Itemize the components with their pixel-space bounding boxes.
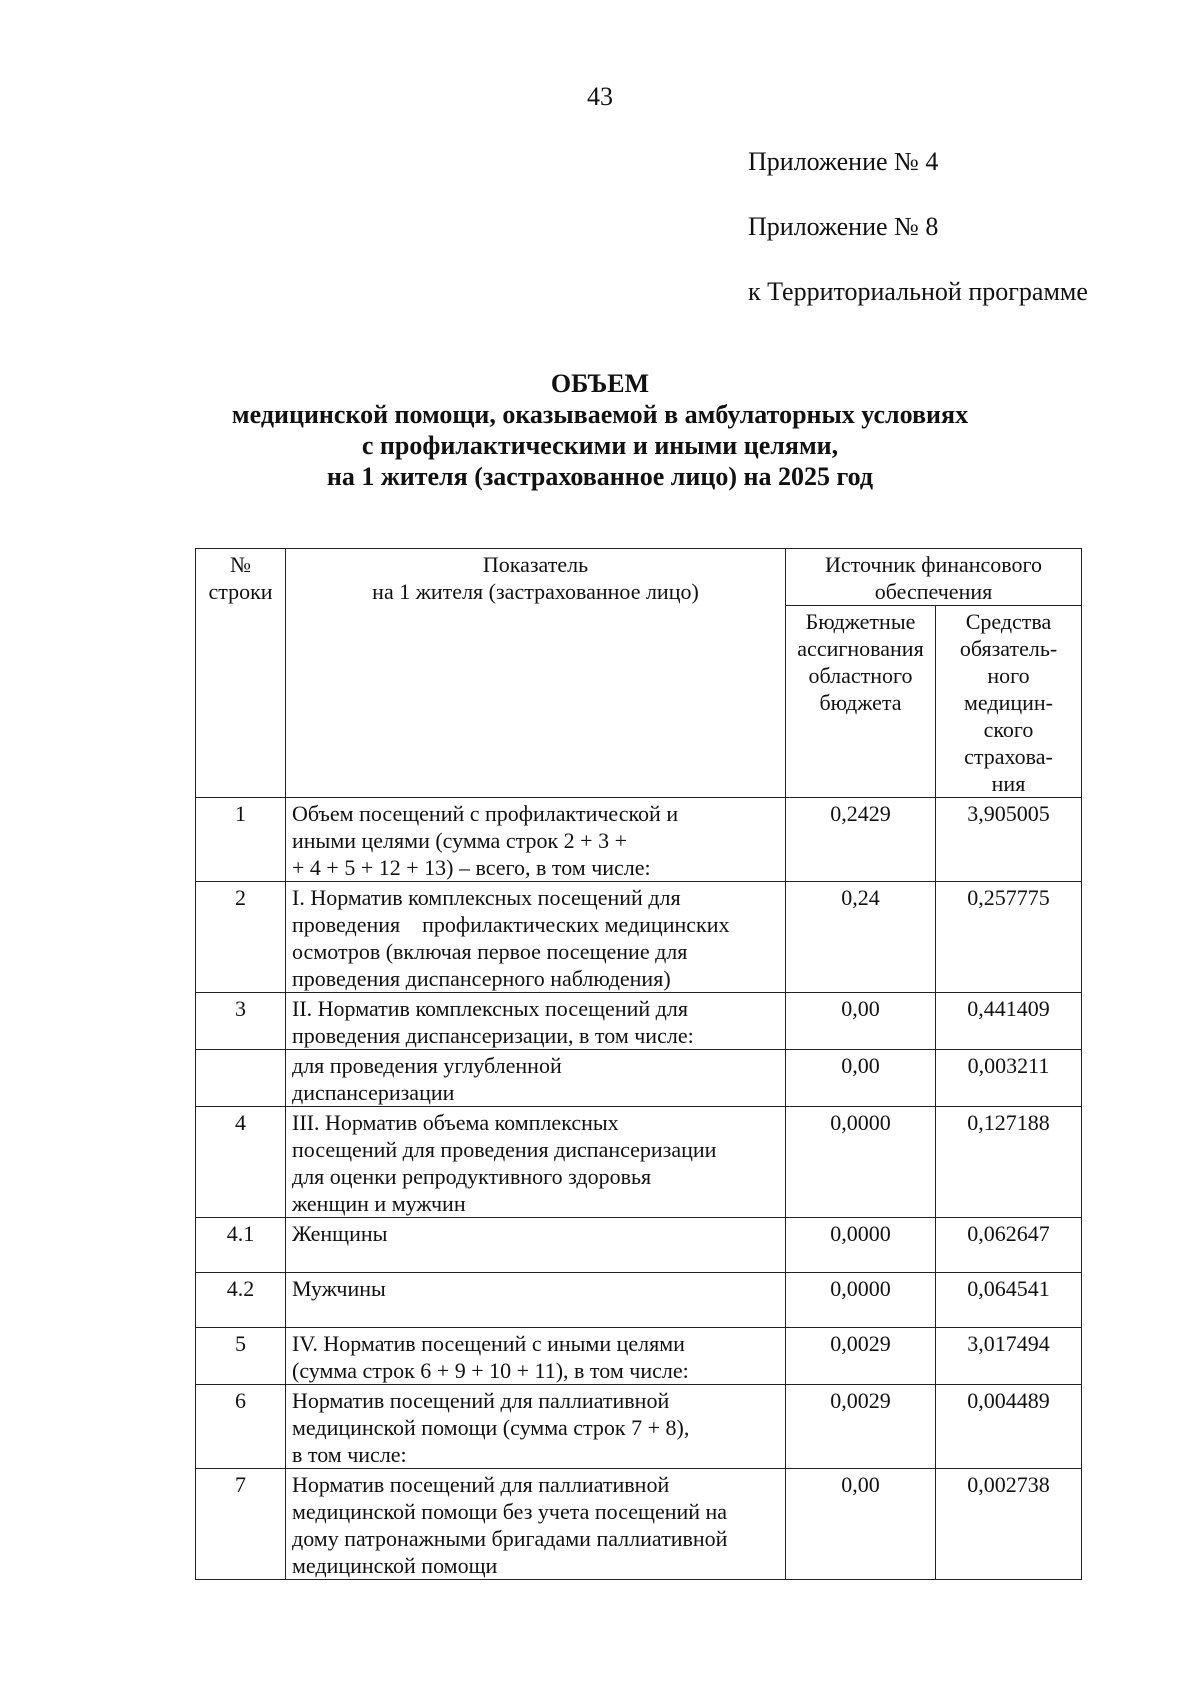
row-oms-value: 0,257775	[936, 882, 1082, 993]
row-number: 3	[196, 993, 286, 1050]
table-row	[196, 798, 1082, 882]
indicator-line: II. Норматив комплексных посещений для	[292, 996, 688, 1021]
row-indicator	[286, 798, 786, 882]
row-budget-value: 0,00	[786, 993, 936, 1050]
indicator-line: Мужчины	[292, 1276, 386, 1301]
header-budget-line: областного	[808, 663, 913, 688]
indicator-line: I. Норматив комплексных посещений для	[292, 885, 681, 910]
row-oms-value: 0,064541	[936, 1273, 1082, 1328]
row-budget-value: 0,0000	[786, 1218, 936, 1273]
header-oms-line: Средства	[965, 609, 1052, 634]
header-funding-source	[786, 549, 1082, 606]
indicator-line: женщин и мужчин	[292, 1191, 466, 1216]
header-oms-line: обязатель-	[959, 636, 1058, 661]
header-source-line-2: обеспечения	[874, 579, 993, 604]
attachment-line-3: к Территориальной программе	[748, 277, 1088, 306]
row-budget-value: 0,0000	[786, 1273, 936, 1328]
indicator-line: медицинской помощи без учета посещений на	[292, 1499, 728, 1524]
volume-table	[195, 548, 1082, 1580]
row-number: 4.1	[196, 1218, 286, 1273]
row-indicator	[286, 993, 786, 1050]
indicator-line: (сумма строк 6 + 9 + 10 + 11), в том числе:	[292, 1358, 689, 1383]
row-number: 4	[196, 1107, 286, 1218]
table-row	[196, 882, 1082, 993]
indicator-line: Женщины	[292, 1221, 388, 1246]
indicator-line: IV. Норматив посещений с иными целями	[292, 1331, 685, 1356]
indicator-line: Норматив посещений для паллиативной	[292, 1472, 670, 1497]
header-indicator-line-2: на 1 жителя (застрахованное лицо)	[372, 579, 699, 604]
header-oms-line: ния	[991, 771, 1026, 796]
header-oms-line: ского	[983, 717, 1034, 742]
header-budget-line: ассигнования	[797, 636, 924, 661]
indicator-line: медицинской помощи	[292, 1553, 498, 1578]
row-oms-value: 0,441409	[936, 993, 1082, 1050]
title-line-2: медицинской помощи, оказываемой в амбулаторных условиях	[231, 400, 969, 429]
attachment-line-1: Приложение № 4	[748, 147, 939, 176]
row-number: 5	[196, 1328, 286, 1385]
indicator-line: в том числе:	[292, 1442, 407, 1467]
attachment-line-2: Приложение № 8	[748, 212, 939, 241]
row-number: 7	[196, 1469, 286, 1580]
indicator-line: проведения профилактических медицинских	[292, 912, 730, 937]
indicator-line: медицинской помощи (сумма строк 7 + 8),	[292, 1415, 690, 1440]
table-row	[196, 1218, 1082, 1273]
row-number: 6	[196, 1385, 286, 1469]
row-budget-value: 0,00	[786, 1469, 936, 1580]
row-oms-value: 0,002738	[936, 1469, 1082, 1580]
row-indicator	[286, 882, 786, 993]
title-line-3: с профилактическими и иными целями,	[361, 431, 839, 460]
indicator-line: III. Норматив объема комплексных	[292, 1110, 619, 1135]
indicator-line: для оценки репродуктивного здоровья	[292, 1164, 652, 1189]
row-oms-value: 3,905005	[936, 798, 1082, 882]
row-oms-value: 0,003211	[936, 1050, 1082, 1107]
header-num-line-2: строки	[208, 579, 273, 604]
row-oms-value: 0,127188	[936, 1107, 1082, 1218]
header-source-line-1: Источник финансового	[824, 552, 1043, 577]
page-number: 43	[587, 82, 613, 111]
row-number: 1	[196, 798, 286, 882]
row-indicator	[286, 1050, 786, 1107]
indicator-line: + 4 + 5 + 12 + 13) – всего, в том числе:	[292, 855, 651, 880]
table-row	[196, 993, 1082, 1050]
row-indicator	[286, 1218, 786, 1273]
indicator-line: Норматив посещений для паллиативной	[292, 1388, 670, 1413]
indicator-line: иными целями (сумма строк 2 + 3 +	[292, 828, 627, 853]
header-budget-line: бюджета	[819, 690, 902, 715]
row-number: 2	[196, 882, 286, 993]
row-indicator	[286, 1107, 786, 1218]
title-line-1: ОБЪЕМ	[550, 369, 650, 398]
header-oms-line: ного	[987, 663, 1030, 688]
header-num-line-1: №	[230, 552, 251, 577]
table-row	[196, 1050, 1082, 1107]
indicator-line: для проведения углубленной	[292, 1053, 562, 1078]
title-line-4: на 1 жителя (застрахованное лицо) на 2025 год	[326, 462, 874, 491]
row-number: 4.2	[196, 1273, 286, 1328]
table-row	[196, 1107, 1082, 1218]
header-indicator	[286, 549, 786, 798]
indicator-line: посещений для проведения диспансеризации	[292, 1137, 717, 1162]
table-header-row	[196, 549, 1082, 606]
row-indicator	[286, 1273, 786, 1328]
header-row-number	[196, 549, 286, 798]
header-oms-line: страхова-	[964, 744, 1053, 769]
row-budget-value: 0,0000	[786, 1107, 936, 1218]
table-row	[196, 1328, 1082, 1385]
indicator-line: Объем посещений с профилактической и	[292, 801, 679, 826]
row-budget-value: 0,24	[786, 882, 936, 993]
table-row	[196, 1469, 1082, 1580]
header-oms-line: медицин-	[963, 690, 1053, 715]
table-row	[196, 1273, 1082, 1328]
header-oms	[936, 606, 1082, 798]
row-oms-value: 0,004489	[936, 1385, 1082, 1469]
row-oms-value: 0,062647	[936, 1218, 1082, 1273]
row-budget-value: 0,00	[786, 1050, 936, 1107]
header-budget-line: Бюджетные	[805, 609, 916, 634]
row-number	[196, 1050, 286, 1107]
header-indicator-line-1: Показатель	[482, 552, 589, 577]
row-budget-value: 0,0029	[786, 1328, 936, 1385]
row-indicator	[286, 1385, 786, 1469]
table-row	[196, 1385, 1082, 1469]
header-budget	[786, 606, 936, 798]
document-title	[0, 368, 1200, 492]
row-oms-value: 3,017494	[936, 1328, 1082, 1385]
row-indicator	[286, 1469, 786, 1580]
row-budget-value: 0,2429	[786, 798, 936, 882]
indicator-line: проведения диспансеризации, в том числе:	[292, 1023, 694, 1048]
indicator-line: проведения диспансерного наблюдения)	[292, 966, 671, 991]
row-indicator	[286, 1328, 786, 1385]
indicator-line: дому патронажными бригадами паллиативной	[292, 1526, 728, 1551]
indicator-line: диспансеризации	[292, 1080, 455, 1105]
row-budget-value: 0,0029	[786, 1385, 936, 1469]
indicator-line: осмотров (включая первое посещение для	[292, 939, 688, 964]
